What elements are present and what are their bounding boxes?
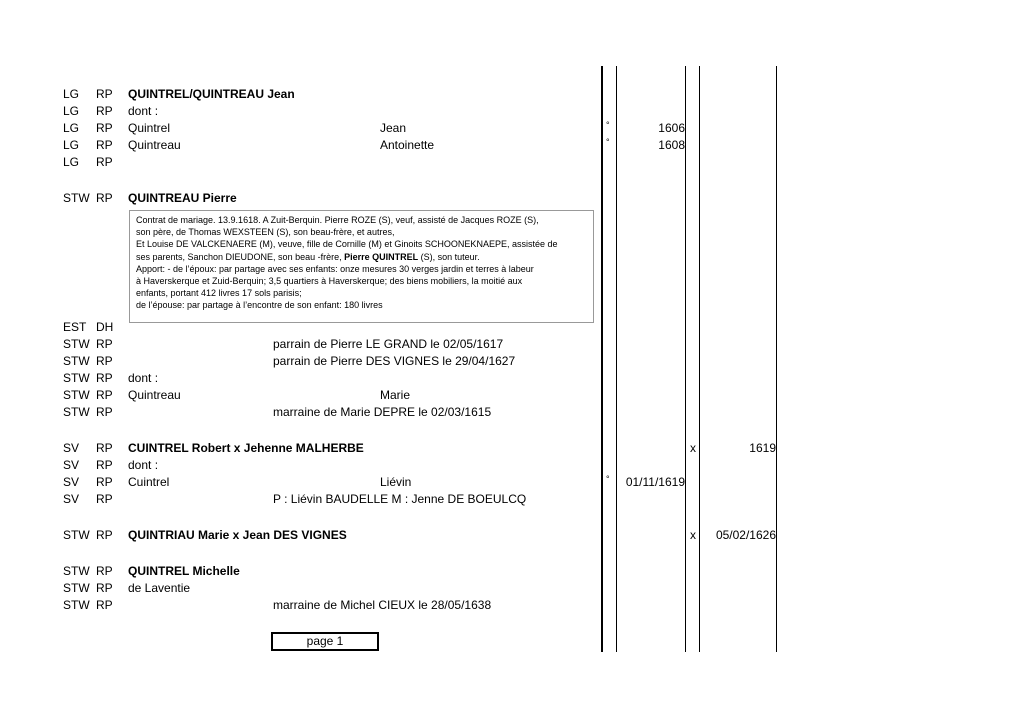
birth-date: 1608 xyxy=(658,138,685,152)
row-code: SV xyxy=(63,458,80,472)
note-line: de l’épouse: par partage à l’encontre de son enfant: 180 livres xyxy=(136,300,383,311)
row-firstname: Liévin xyxy=(380,475,412,489)
table-row xyxy=(0,527,1024,544)
row-type: RP xyxy=(96,191,113,205)
marriage-contract-note xyxy=(129,210,594,323)
row-name: QUINTREAU Pierre xyxy=(128,191,237,205)
table-row xyxy=(0,137,1024,154)
table-row xyxy=(0,370,1024,387)
row-type: RP xyxy=(96,121,113,135)
row-type: RP xyxy=(96,598,113,612)
row-name: de Laventie xyxy=(128,581,191,595)
note-line-suffix: (S), son tuteur. xyxy=(418,251,480,262)
table-row xyxy=(0,120,1024,137)
row-type: RP xyxy=(96,388,113,402)
row-code: STW xyxy=(63,564,90,578)
row-name: dont : xyxy=(128,371,159,385)
marriage-mark: x xyxy=(690,441,696,455)
row-type: RP xyxy=(96,337,113,351)
row-code: LG xyxy=(63,138,80,152)
row-code: LG xyxy=(63,87,80,101)
table-row xyxy=(0,404,1024,421)
row-name: QUINTREL Michelle xyxy=(128,564,240,578)
row-firstname: Antoinette xyxy=(380,138,435,152)
note-line xyxy=(136,251,587,263)
row-event: P : Liévin BAUDELLE M : Jenne DE BOEULCQ xyxy=(273,492,527,506)
table-row xyxy=(0,580,1024,597)
row-code: LG xyxy=(63,155,80,169)
row-firstname: Marie xyxy=(380,388,411,402)
row-type: RP xyxy=(96,405,113,419)
note-line: à Haverskerque et Zuid-Berquin; 3,5 quartiers à Haverskerque; des biens mobiliers, la moitié aux xyxy=(136,276,523,287)
row-type: RP xyxy=(96,87,113,101)
table-row xyxy=(0,440,1024,457)
row-name: QUINTRIAU Marie x Jean DES VIGNES xyxy=(128,528,347,542)
row-type: RP xyxy=(96,564,113,578)
row-type: DH xyxy=(96,320,114,334)
table-row xyxy=(0,353,1024,370)
birth-mark: ° xyxy=(606,474,610,484)
row-code: STW xyxy=(63,388,90,402)
table-row xyxy=(0,336,1024,353)
row-code: SV xyxy=(63,492,80,506)
row-code: STW xyxy=(63,405,90,419)
table-row xyxy=(0,387,1024,404)
row-name: Quintreau xyxy=(128,388,181,402)
row-code: STW xyxy=(63,528,90,542)
note-bold-name: Pierre QUINTREL xyxy=(344,251,419,262)
birth-date: 01/11/1619 xyxy=(625,475,685,489)
row-name: CUINTREL Robert x Jehenne MALHERBE xyxy=(128,441,364,455)
row-type: RP xyxy=(96,138,113,152)
table-row xyxy=(0,103,1024,120)
row-type: RP xyxy=(96,155,113,169)
row-firstname: Jean xyxy=(380,121,407,135)
row-type: RP xyxy=(96,492,113,506)
note-line: enfants, portant 412 livres 17 sols parisis; xyxy=(136,288,302,299)
marriage-mark: x xyxy=(690,528,696,542)
table-row xyxy=(0,457,1024,474)
birth-date: 1606 xyxy=(658,121,685,135)
row-code: STW xyxy=(63,354,90,368)
row-type: RP xyxy=(96,581,113,595)
note-line: son père, de Thomas WEXSTEEN (S), son beau-frère, et autres, xyxy=(136,227,395,238)
table-row xyxy=(0,474,1024,491)
row-event: parrain de Pierre DES VIGNES le 29/04/1627 xyxy=(273,354,516,368)
row-code: SV xyxy=(63,441,80,455)
row-name: Quintreau xyxy=(128,138,181,152)
row-code: STW xyxy=(63,598,90,612)
birth-mark: ° xyxy=(606,120,610,130)
row-code: LG xyxy=(63,121,80,135)
row-code: STW xyxy=(63,337,90,351)
row-type: RP xyxy=(96,528,113,542)
row-type: RP xyxy=(96,475,113,489)
row-type: RP xyxy=(96,354,113,368)
row-name: QUINTREL/QUINTREAU Jean xyxy=(128,87,295,101)
row-code: STW xyxy=(63,371,90,385)
row-type: RP xyxy=(96,371,113,385)
note-line: Et Louise DE VALCKENAERE (M), veuve, fille de Cornille (M) et Ginoits SCHOONEKNAEPE, assistée de xyxy=(136,239,558,250)
row-name: dont : xyxy=(128,458,159,472)
page-number-box: page 1 xyxy=(271,632,379,651)
note-line: Contrat de mariage. 13.9.1618. A Zuit-Berquin. Pierre ROZE (S), veuf, assisté de Jacques ROZE (S), xyxy=(136,215,539,225)
marriage-date: 05/02/1626 xyxy=(715,528,776,542)
row-event: marraine de Michel CIEUX le 28/05/1638 xyxy=(273,598,492,612)
table-row xyxy=(0,86,1024,103)
table-row xyxy=(0,597,1024,614)
row-code: LG xyxy=(63,104,80,118)
note-line: Apport: - de l’époux: par partage avec ses enfants: onze mesures 30 verges jardin et terres à labeur xyxy=(136,263,534,274)
table-row xyxy=(0,154,1024,171)
row-type: RP xyxy=(96,104,113,118)
row-code: SV xyxy=(63,475,80,489)
row-name: dont : xyxy=(128,104,159,118)
row-type: RP xyxy=(96,458,113,472)
note-line-text: ses parents, Sanchon DIEUDONE, son beau -frère, xyxy=(136,251,345,262)
row-name: Quintrel xyxy=(128,121,171,135)
row-code: STW xyxy=(63,191,90,205)
row-code: EST xyxy=(63,320,87,334)
row-event: marraine de Marie DEPRE le 02/03/1615 xyxy=(273,405,492,419)
marriage-date: 1619 xyxy=(749,441,776,455)
row-code: STW xyxy=(63,581,90,595)
table-row xyxy=(0,563,1024,580)
table-row xyxy=(0,491,1024,508)
row-event: parrain de Pierre LE GRAND le 02/05/1617 xyxy=(273,337,504,351)
row-name: Cuintrel xyxy=(128,475,170,489)
table-row xyxy=(0,190,1024,207)
birth-mark: ° xyxy=(606,137,610,147)
row-type: RP xyxy=(96,441,113,455)
